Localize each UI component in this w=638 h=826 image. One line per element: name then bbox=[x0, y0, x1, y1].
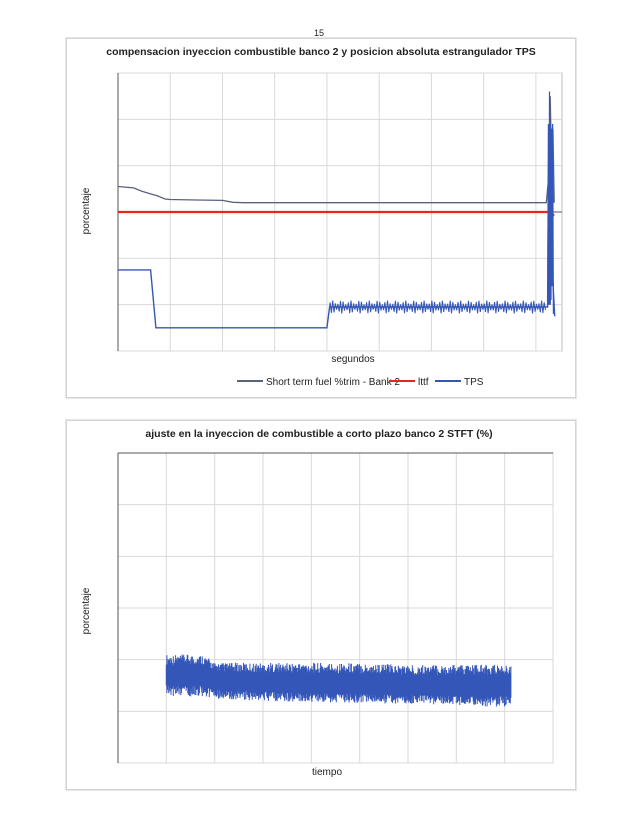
chart1-ylabel: porcentaje bbox=[81, 187, 92, 235]
chart2-ylabel: porcentaje bbox=[81, 587, 92, 635]
chart1-series-stft bbox=[118, 96, 554, 203]
page-number: 15 bbox=[313, 28, 324, 38]
chart1-series-tps-oscillation bbox=[330, 301, 546, 314]
chart2-xlabel: tiempo bbox=[311, 767, 343, 778]
chart1-series bbox=[118, 92, 555, 328]
chart-stft-time bbox=[67, 421, 575, 789]
chart-stft-tps bbox=[67, 39, 575, 397]
legend-label-stft: Short term fuel %trim - Bank 2 bbox=[266, 377, 400, 388]
legend-label-lttf: lttf bbox=[418, 377, 429, 388]
chart1-series-tps-spikes bbox=[548, 92, 554, 314]
chart2-title: ajuste en la inyeccion de combustible a corto plazo banco 2 STFT (%) bbox=[145, 428, 493, 440]
chart2-grid bbox=[118, 453, 553, 763]
chart-stft-tps-frame bbox=[66, 38, 576, 398]
chart1-title: compensacion inyeccion combustible banco 2 y posicion absoluta estrangulador TPS bbox=[106, 46, 536, 58]
chart1-series-tps bbox=[118, 129, 555, 328]
chart1-series-lttf bbox=[118, 212, 554, 216]
chart2-series bbox=[166, 655, 511, 707]
chart1-xlabel: segundos bbox=[331, 354, 375, 365]
chart-stft-time-frame bbox=[66, 420, 576, 790]
legend-label-tps: TPS bbox=[464, 377, 484, 388]
chart1-legend bbox=[237, 377, 484, 388]
